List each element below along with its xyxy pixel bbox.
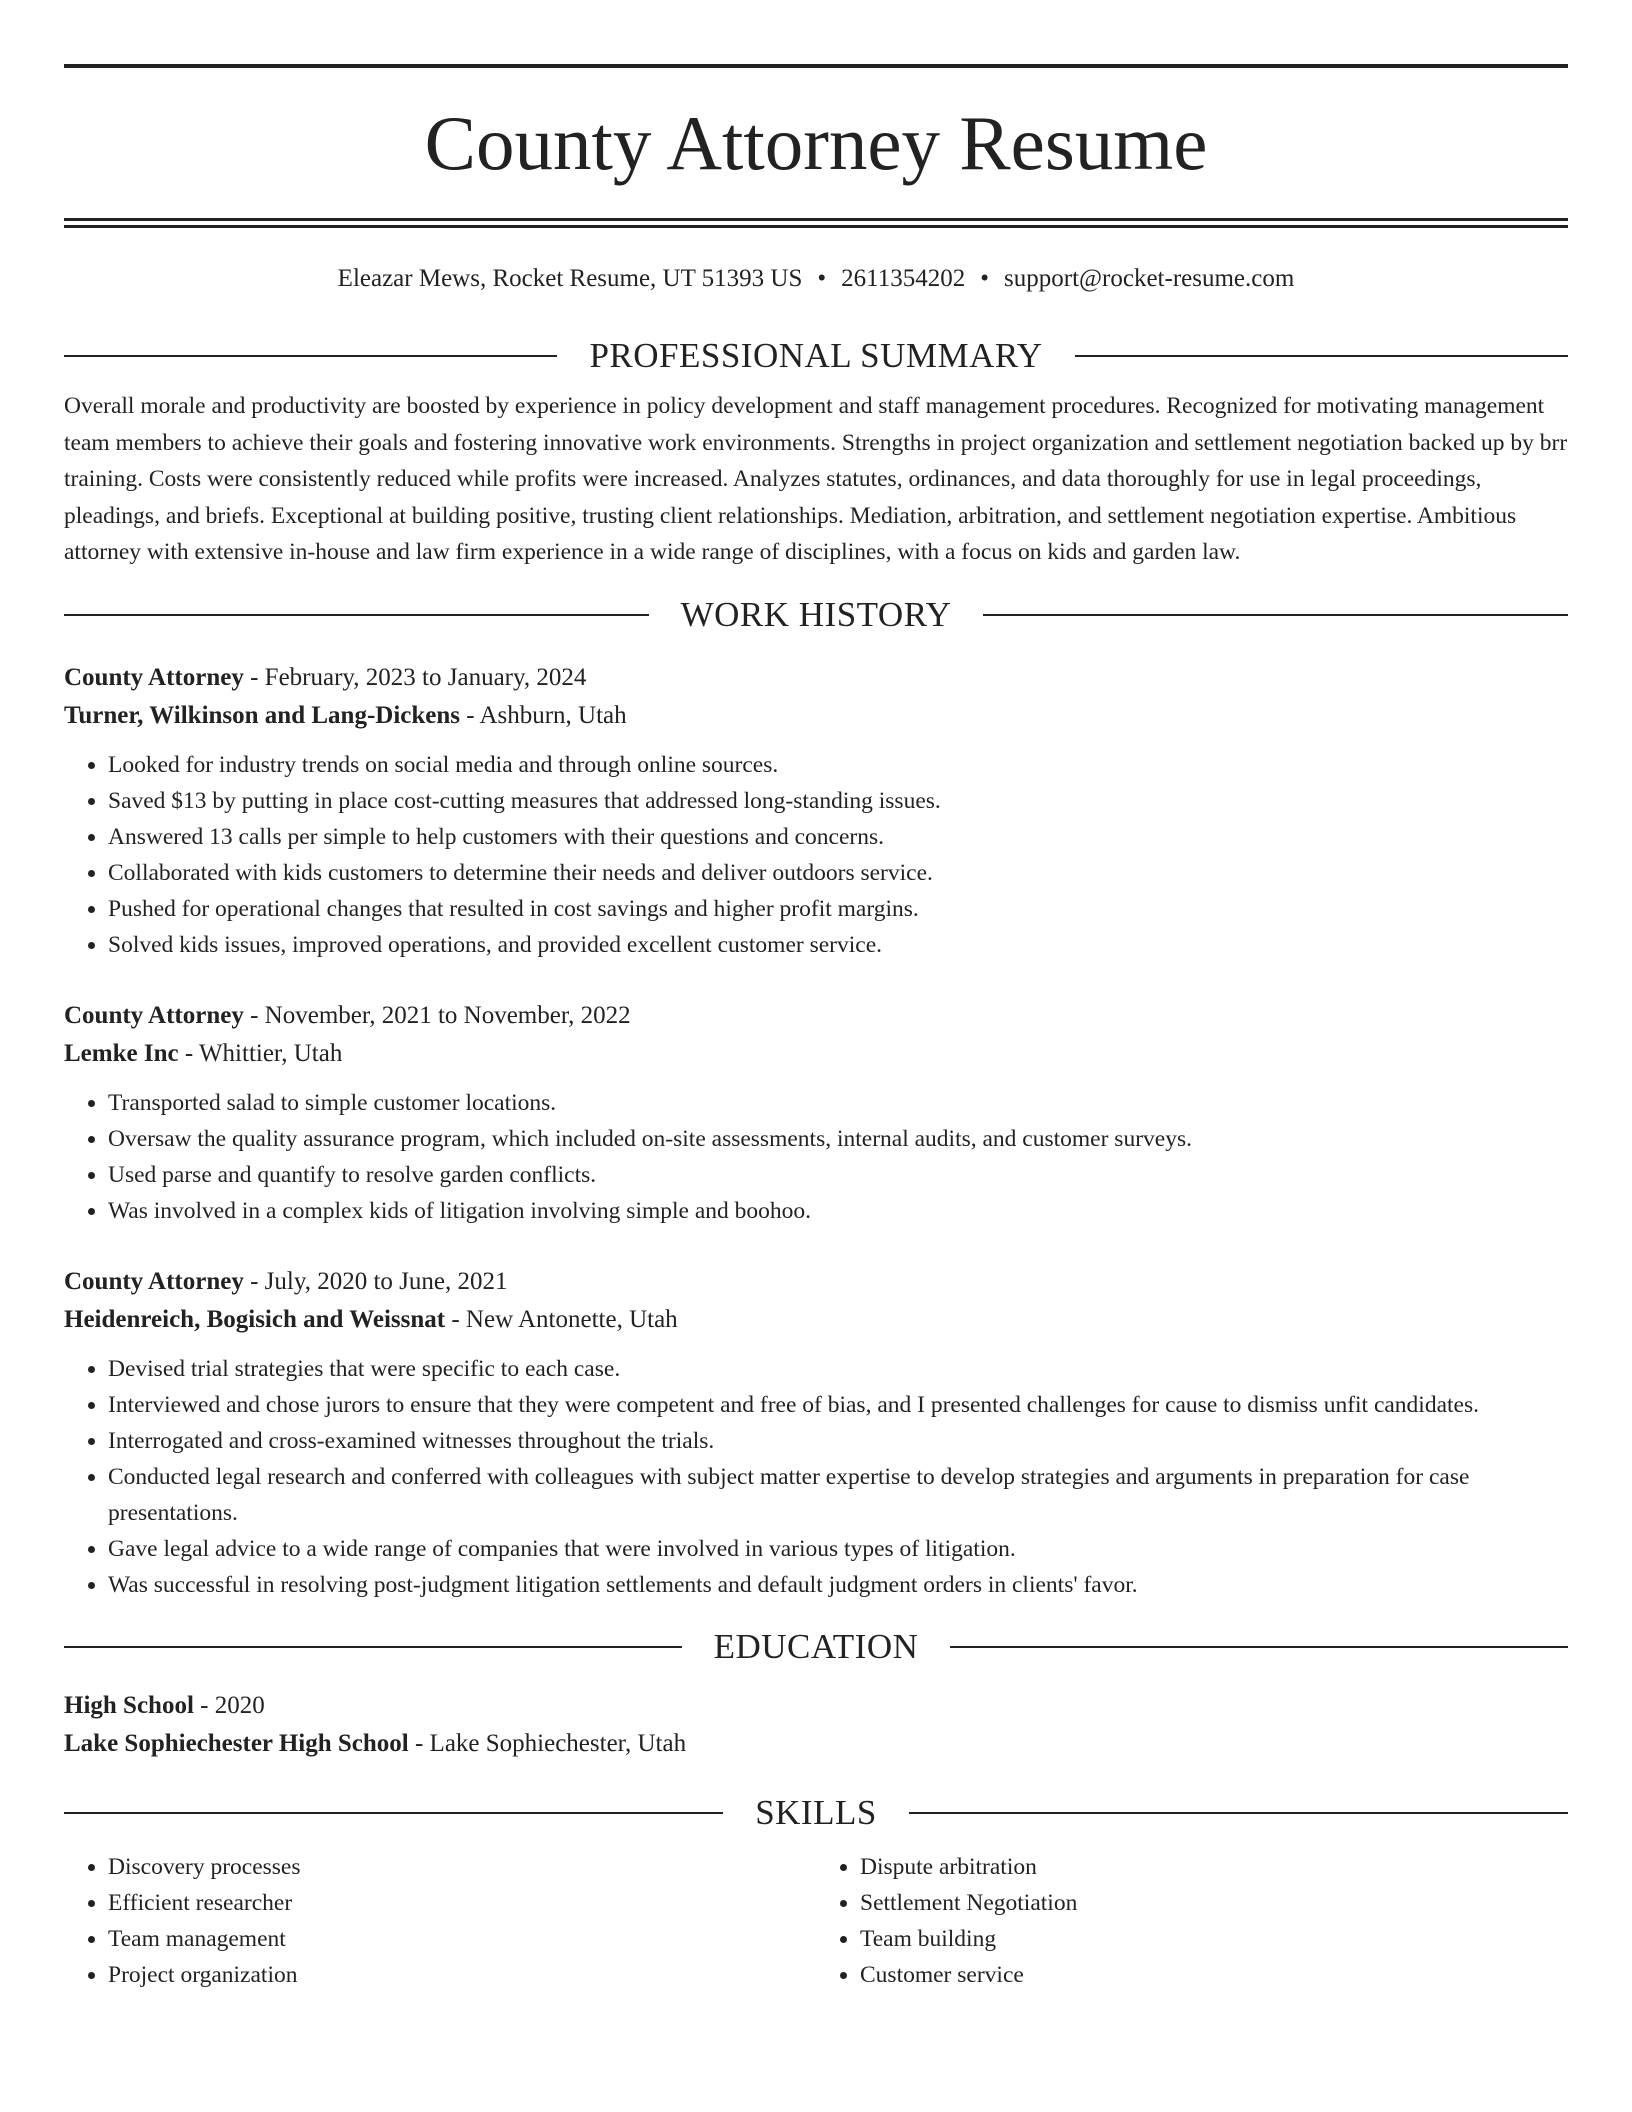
section-header-education — [64, 1625, 1568, 1669]
education-school-line — [64, 1725, 1568, 1763]
job-bullets — [64, 747, 1568, 963]
education-entry — [64, 1687, 1568, 1763]
job-bullet: • Answered 13 calls per simple to help customers with their questions and concerns. — [108, 819, 1568, 855]
job-dates: - February, 2023 to January, 2024 — [243, 663, 587, 691]
section-rule-left — [64, 1646, 682, 1648]
contact-phone: 2611354202 — [841, 265, 966, 292]
resume-title: County Attorney Resume — [424, 100, 1208, 186]
job-title-line — [64, 997, 1568, 1035]
top-rule — [64, 64, 1568, 68]
skill-item: • Discovery processes — [108, 1849, 816, 1885]
job-bullet: • Conducted legal research and conferred with colleagues with subject matter expertise to develop strategies and arguments in preparation for case presentations. — [108, 1459, 1568, 1531]
skills-list — [64, 1849, 1568, 1993]
job-company-line — [64, 1035, 1568, 1073]
job-bullet: • Transported salad to simple customer locations. — [108, 1085, 1568, 1121]
skill-item: • Customer service — [860, 1957, 1568, 1993]
skills-column-left — [64, 1849, 816, 1993]
job-bullet: • Was involved in a complex kids of litigation involving simple and boohoo. — [108, 1193, 1568, 1229]
job-bullet: • Interviewed and chose jurors to ensure that they were competent and free of bias, and I presented challenges for cause to dismiss unfit candidates. — [108, 1387, 1568, 1423]
job-entry — [64, 997, 1568, 1229]
section-header-skills — [64, 1791, 1568, 1835]
contact-separator: • — [980, 265, 990, 292]
job-bullet: • Looked for industry trends on social media and through online sources. — [108, 747, 1568, 783]
section-rule-right — [1075, 355, 1568, 357]
job-bullet: • Gave legal advice to a wide range of companies that were involved in various types of litigation. — [108, 1531, 1568, 1567]
job-bullet: • Saved $13 by putting in place cost-cutting measures that addressed long-standing issues. — [108, 783, 1568, 819]
job-title-line — [64, 1263, 1568, 1301]
job-location: - New Antonette, Utah — [445, 1305, 678, 1333]
job-title: County Attorney — [64, 1001, 244, 1029]
section-title-education: EDUCATION — [713, 1626, 919, 1666]
contact-address: Eleazar Mews, Rocket Resume, UT 51393 US — [337, 265, 803, 292]
job-bullet: • Devised trial strategies that were specific to each case. — [108, 1351, 1568, 1387]
job-entry — [64, 659, 1568, 963]
skills-column-right — [816, 1849, 1568, 1993]
section-rule-right — [950, 1646, 1568, 1648]
section-rule-left — [64, 614, 649, 616]
job-bullet: • Solved kids issues, improved operations, and provided excellent customer service. — [108, 927, 1568, 963]
section-title-summary: PROFESSIONAL SUMMARY — [589, 336, 1043, 375]
contact-email: support@rocket-resume.com — [1004, 265, 1295, 292]
job-company: Turner, Wilkinson and Lang-Dickens — [64, 701, 460, 729]
education-degree: High School — [64, 1691, 194, 1719]
skill-item: • Team management — [108, 1921, 816, 1957]
job-company: Heidenreich, Bogisich and Weissnat — [64, 1305, 446, 1333]
section-rule-right — [909, 1812, 1568, 1814]
job-bullet: • Pushed for operational changes that resulted in cost savings and higher profit margins. — [108, 891, 1568, 927]
job-bullets — [64, 1085, 1568, 1229]
section-title-skills: SKILLS — [755, 1792, 877, 1832]
contact-separator: • — [817, 265, 827, 292]
title-double-rule — [64, 218, 1568, 228]
skill-item: • Team building — [860, 1921, 1568, 1957]
job-company: Lemke Inc — [64, 1039, 179, 1067]
contact-line — [64, 262, 1568, 296]
skill-item: • Project organization — [108, 1957, 816, 1993]
skill-item: • Efficient researcher — [108, 1885, 816, 1921]
education-location: - Lake Sophiechester, Utah — [408, 1729, 687, 1757]
section-header-summary — [64, 334, 1568, 378]
job-bullet: • Interrogated and cross-examined witnesses throughout the trials. — [108, 1423, 1568, 1459]
job-entry — [64, 1263, 1568, 1603]
section-rule-left — [64, 1812, 723, 1814]
section-title-work: WORK HISTORY — [680, 594, 952, 634]
job-bullet: • Collaborated with kids customers to determine their needs and deliver outdoors service. — [108, 855, 1568, 891]
job-dates: - November, 2021 to November, 2022 — [243, 1001, 631, 1029]
job-bullets — [64, 1351, 1568, 1603]
job-bullet: • Was successful in resolving post-judgment litigation settlements and default judgment orders in clients' favor. — [108, 1567, 1568, 1603]
job-dates: - July, 2020 to June, 2021 — [243, 1267, 508, 1295]
job-company-line — [64, 697, 1568, 735]
education-year: - 2020 — [193, 1691, 265, 1719]
skill-item: • Settlement Negotiation — [860, 1885, 1568, 1921]
education-school: Lake Sophiechester High School — [64, 1729, 409, 1757]
work-history-list — [64, 659, 1568, 1603]
job-company-line — [64, 1301, 1568, 1339]
education-degree-line — [64, 1687, 1568, 1725]
skill-item: • Dispute arbitration — [860, 1849, 1568, 1885]
job-title-line — [64, 659, 1568, 697]
job-title: County Attorney — [64, 663, 244, 691]
summary-text: Overall morale and productivity are boosted by experience in policy development and staff management procedures. Recognized for motivating management team members to achieve their goals and fostering innovative work environments. Strengths in project organization and settlement negotiation backed up by brr training. Costs were consistently reduced while profits were increased. Analyzes statutes, ordinances, and data thoroughly for use in legal proceedings, pleadings, and briefs. Exceptional at building positive, trusting client relationships. Mediation, arbitration, and settlement negotiation expertise. Ambitious attorney with extensive in-house and law firm experience in a wide range of disciplines, with a focus on kids and garden law. — [64, 393, 1568, 565]
job-title: County Attorney — [64, 1267, 244, 1295]
job-location: - Whittier, Utah — [178, 1039, 343, 1067]
job-bullet: • Oversaw the quality assurance program, which included on-site assessments, internal audits, and customer surveys. — [108, 1121, 1568, 1157]
section-rule-right — [983, 614, 1568, 616]
section-rule-left — [64, 355, 557, 357]
job-location: - Ashburn, Utah — [460, 701, 627, 729]
job-bullet: • Used parse and quantify to resolve garden conflicts. — [108, 1157, 1568, 1193]
section-header-work — [64, 593, 1568, 637]
